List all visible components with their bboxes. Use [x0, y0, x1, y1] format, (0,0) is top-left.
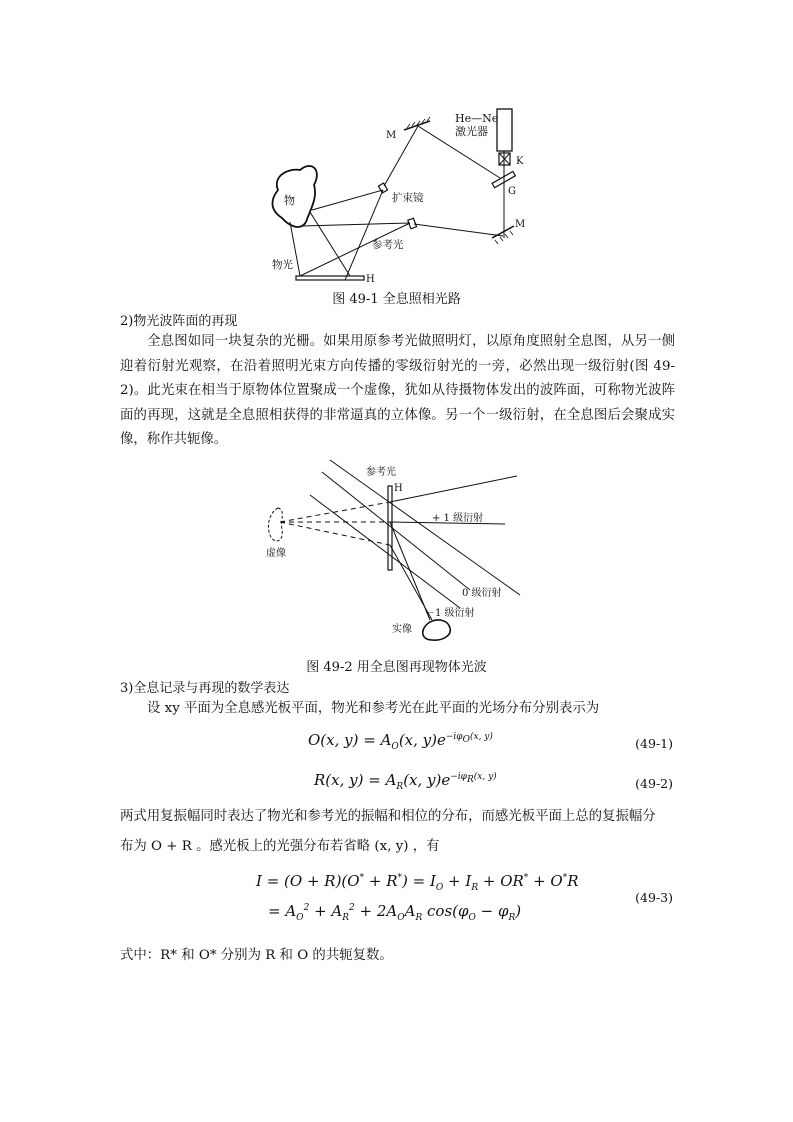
paragraph-4: 式中：R* 和 O* 分别为 R 和 O 的共轭复数。	[120, 948, 393, 963]
real-image-label: 实像	[392, 624, 412, 635]
figure-49-2-caption: 图 49-2 用全息图再现物体光波	[306, 660, 487, 675]
shutter-k-label: K	[516, 156, 524, 167]
equation-49-3-line-1: $I = (O + R)(O^* + R^*) = I_O + I_R + OR^* + O^*R$	[256, 872, 579, 893]
real-image-shape	[423, 620, 451, 640]
object-light-label: 物光	[272, 259, 293, 271]
hologram-plate-h	[296, 276, 364, 280]
equation-49-2: R(x, $y) = A_R(x$, $y)e^{-i\varphi_R(x, y)}$	[314, 771, 497, 792]
laser-tube	[497, 109, 512, 151]
equation-49-3-line-2: = $A_O^2 + A_R^2 + 2A_OA_R$ $\cos(\varphi_O - \varphi_R)$	[268, 902, 522, 923]
mirror-m-lower-label: M	[515, 219, 526, 230]
equation-49-2-number: (49-2)	[635, 776, 673, 791]
figure-49-1-diagram	[260, 100, 540, 290]
virtual-image-shape	[268, 508, 282, 541]
figure-49-1-caption: 图 49-1 全息照相光路	[332, 292, 461, 307]
hologram-plate-h-2	[388, 486, 392, 570]
reference-light-label-2: 参考光	[366, 467, 396, 478]
paragraph-1-text: 全息图如同一块复杂的光栅。如果用原参考光做照明灯，以原角度照射全息图，从另一侧迎着衍射光观察，在沿着照明光束方向传播的零级衍射光的一旁，必然出现一级衍射(图 49-2)。此光束在相当于原物体位置聚成一个虚像，犹如从待摄物体发出的波阵面，可称物光波阵面的再现，这就是全息照相获得的非常逼真的立体像。另一个一级衍射，在全息图后会聚成实像，称作共轭像。	[120, 334, 675, 447]
minus-1-diffraction-label: －1 级衍射	[425, 608, 475, 619]
mirror-m-upper-label: M	[386, 130, 397, 141]
equation-49-1: O(x, $y) = A_O(x$, $y)e^{-i\varphi_O(x, y)}$	[308, 731, 493, 752]
section-2-heading: 2)物光波阵面的再现	[120, 314, 238, 329]
zero-order-label: 0 级衍射	[462, 588, 502, 599]
section-3-heading: 3)全息记录与再现的数学表达	[120, 681, 290, 696]
equation-49-1-number: (49-1)	[635, 736, 673, 751]
laser-label: He—Ne	[455, 112, 499, 125]
paragraph-3-line-1: 两式用复振幅同时表达了物光和参考光的振幅和相位的分布，而感光板平面上总的复振幅分	[120, 809, 656, 824]
figure-49-2-diagram	[250, 450, 550, 650]
object-label: 物	[284, 194, 295, 207]
plate-h-label: H	[366, 274, 375, 285]
paragraph-1	[120, 330, 675, 453]
beam-splitter-g-label: G	[508, 186, 516, 197]
expander-label: 扩束镜	[392, 192, 424, 204]
virtual-image-label: 虚像	[266, 548, 286, 559]
plus-1-diffraction-label: + 1 级衍射	[432, 513, 484, 524]
reference-light-label: 参考光	[372, 239, 404, 251]
paragraph-3-line-2: 布为 O + R 。感光板上的光强分布若省略 (x, y) ，有	[120, 839, 440, 854]
equation-49-3-number: (49-3)	[635, 890, 673, 905]
paragraph-2	[120, 697, 675, 722]
beam-expander-upper	[378, 183, 387, 193]
laser-label-2: 激光器	[455, 125, 488, 138]
plate-h-label-2: H	[394, 483, 403, 494]
paragraph-2-text: 设 xy 平面为全息感光板平面，物光和参考光在此平面的光场分布分别表示为	[147, 701, 600, 716]
